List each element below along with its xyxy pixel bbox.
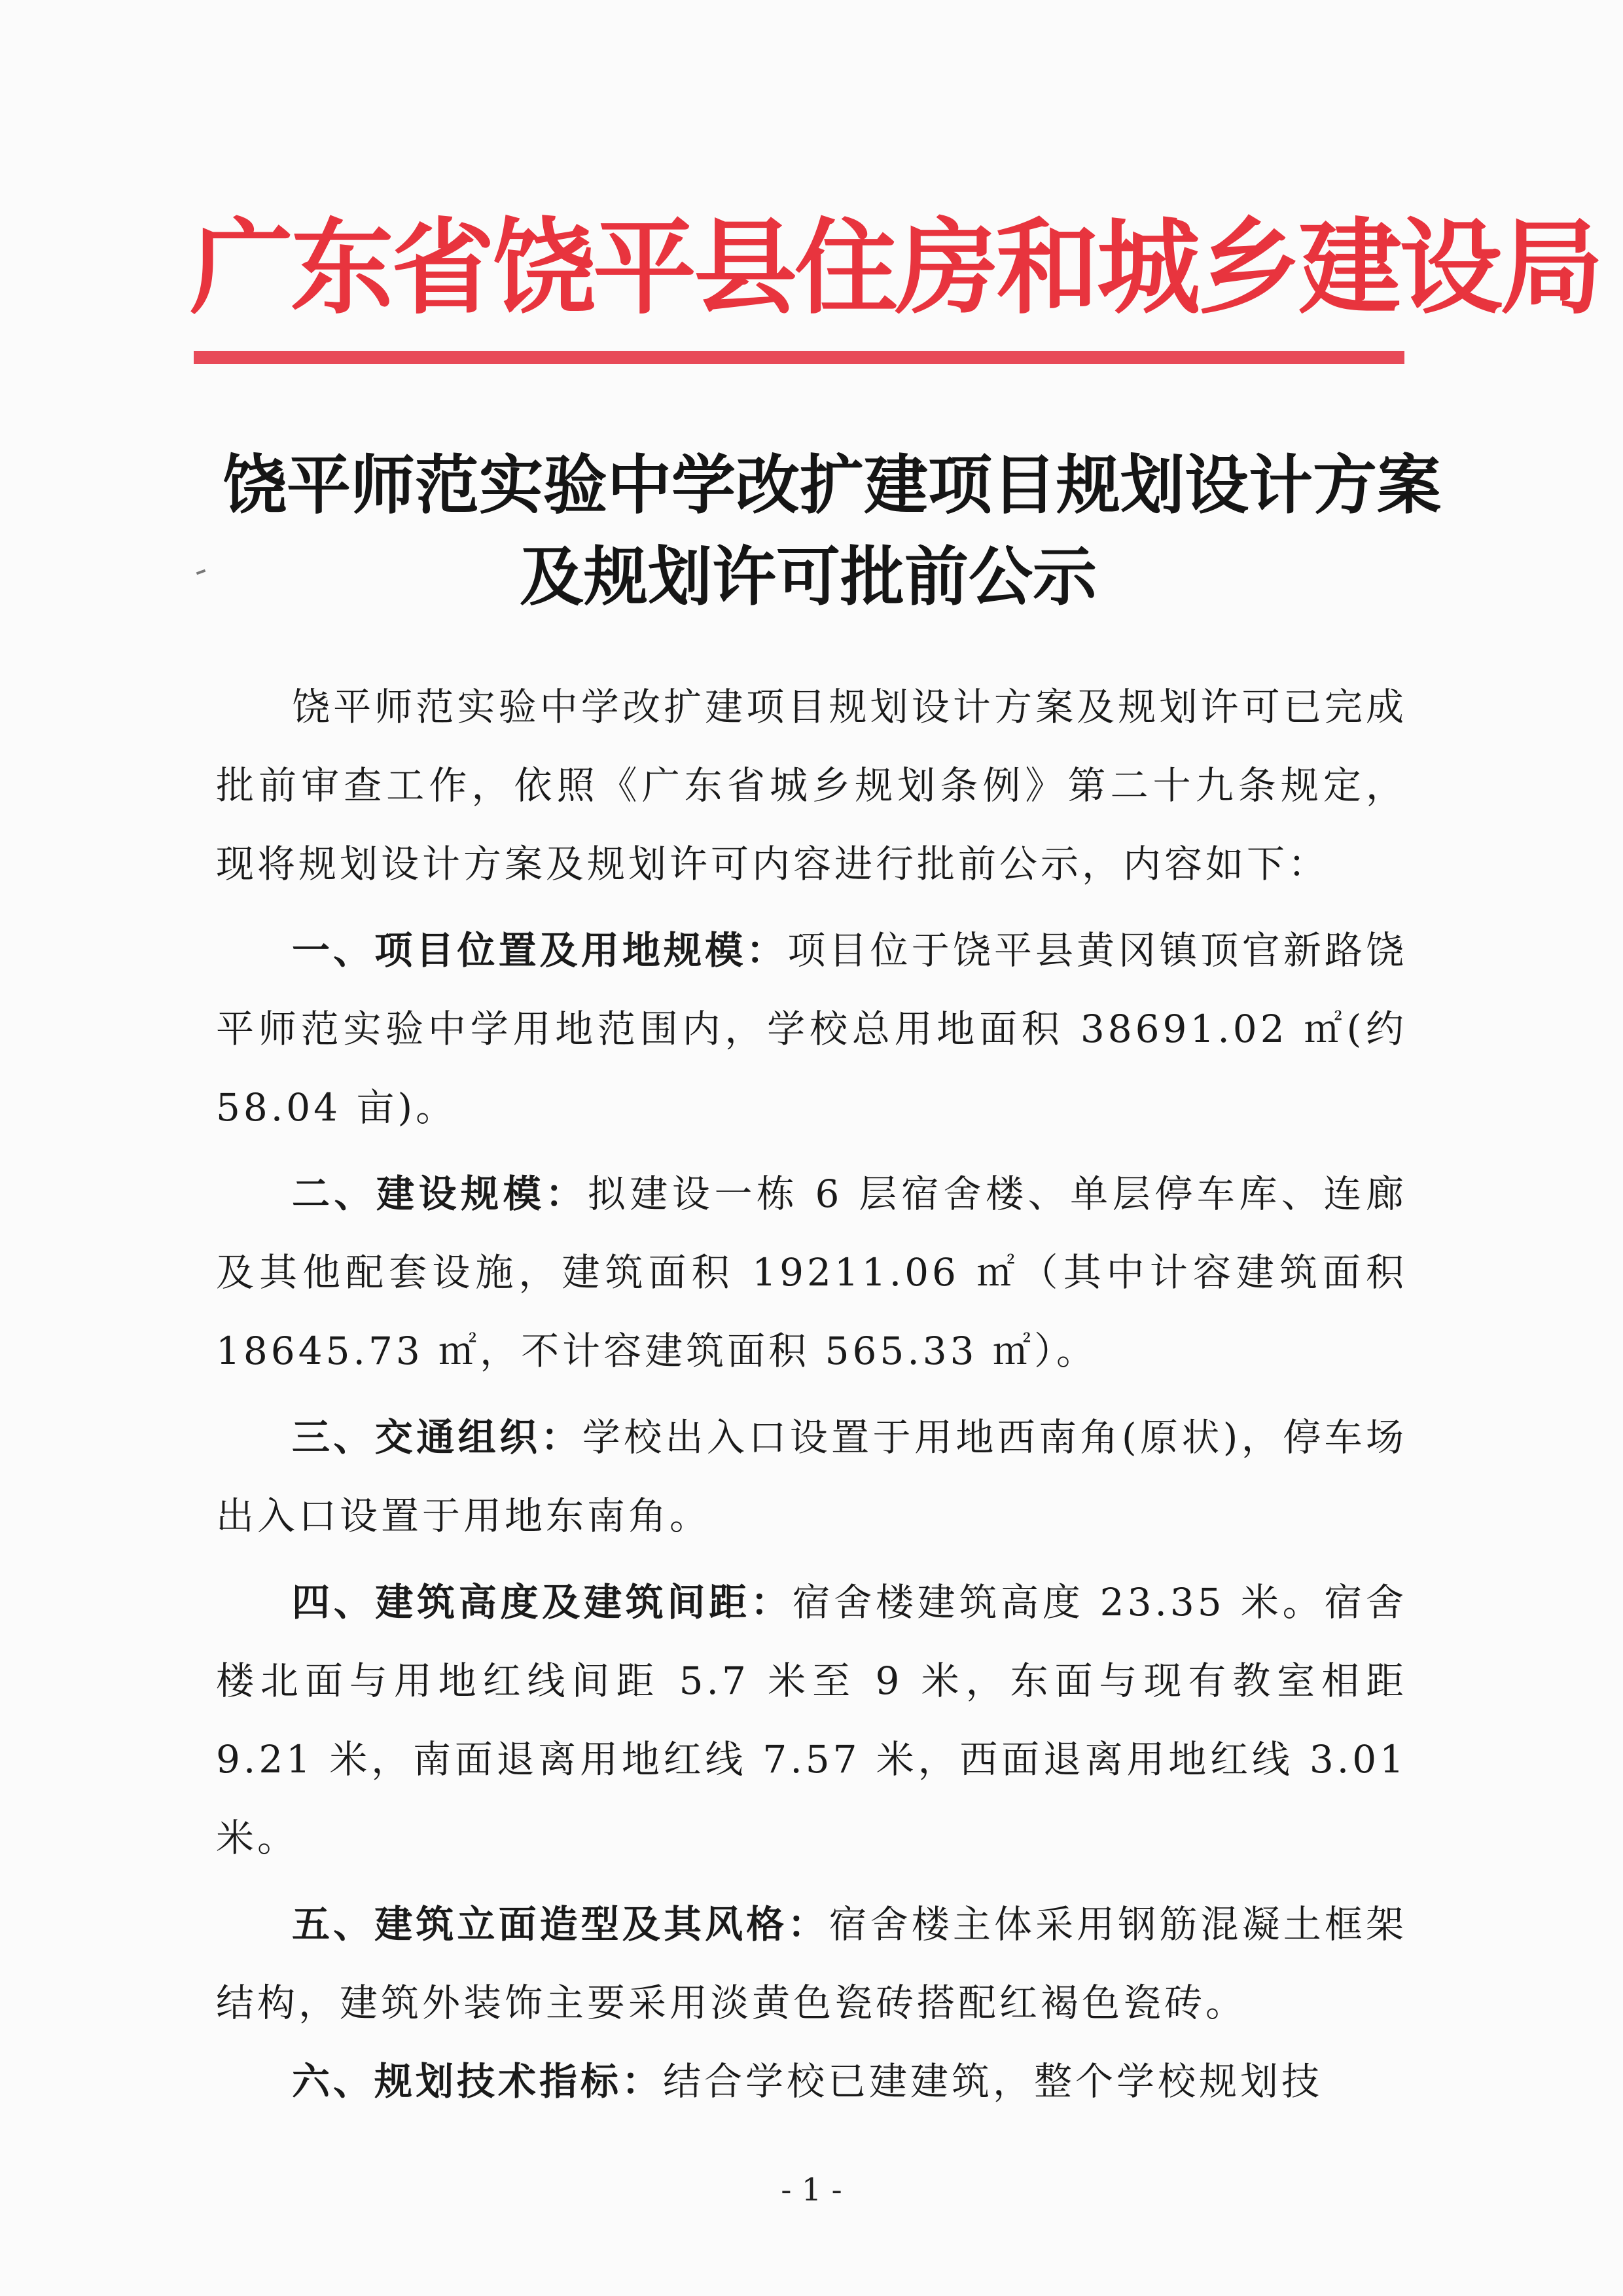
issuing-agency-header: 广东省饶平县住房和城乡建设局 — [190, 208, 1601, 329]
section-text: 学校出入口设置于用地西南角(原状)，停车场出入口设置于用地东南角。 — [216, 1415, 1407, 1538]
header-red-rule — [194, 351, 1404, 364]
section-technical-indicators — [216, 2042, 1407, 2121]
title-line-1: 饶平师范实验中学改扩建项目规划设计方案 — [223, 448, 1442, 523]
section-scale — [216, 1155, 1407, 1390]
section-text: 项目位于饶平县黄冈镇顶官新路饶平师范实验中学用地范围内，学校总用地面积 38691.02 ㎡(约 58.04 亩)。 — [216, 928, 1407, 1130]
document-title — [223, 440, 1442, 623]
section-text: 宿舍楼主体采用钢筋混凝土框架结构，建筑外装饰主要采用淡黄色瓷砖搭配红褐色瓷砖。 — [216, 1902, 1407, 2025]
section-facade-style — [216, 1885, 1407, 2042]
section-heading: 四、建筑高度及建筑间距： — [292, 1580, 793, 1624]
section-text: 结合学校已建建筑，整个学校规划技 — [663, 2059, 1323, 2104]
section-heading: 六、规划技术指标： — [292, 2059, 664, 2104]
document-body — [216, 668, 1407, 2121]
section-heading: 三、交通组织： — [292, 1415, 582, 1460]
section-heading: 二、建设规模： — [292, 1172, 588, 1216]
title-line-2: 及规划许可批前公示 — [519, 539, 1097, 615]
section-heading: 一、项目位置及用地规模： — [292, 928, 788, 973]
page-number: - 1 - — [781, 2172, 842, 2208]
intro-paragraph: 饶平师范实验中学改扩建项目规划设计方案及规划许可已完成批前审查工作，依照《广东省城乡规划条例》第二十九条规定，现将规划设计方案及规划许可内容进行批前公示，内容如下： — [216, 685, 1407, 886]
section-height-spacing — [216, 1563, 1407, 1877]
section-heading: 五、建筑立面造型及其风格： — [292, 1902, 829, 1946]
section-traffic — [216, 1398, 1407, 1555]
scan-mark — [196, 569, 206, 575]
section-text: 宿舍楼建筑高度 23.35 米。宿舍楼北面与用地红线间距 5.7 米至 9 米，东面与现有教室相距 9.21 米，南面退离用地红线 7.57 米，西面退离用地红线 3.01 米。 — [216, 1580, 1407, 1860]
section-location — [216, 911, 1407, 1147]
section-text: 拟建设一栋 6 层宿舍楼、单层停车库、连廊及其他配套设施，建筑面积 19211.06 ㎡（其中计容建筑面积 18645.73 ㎡，不计容建筑面积 565.33 ㎡）。 — [216, 1172, 1407, 1373]
